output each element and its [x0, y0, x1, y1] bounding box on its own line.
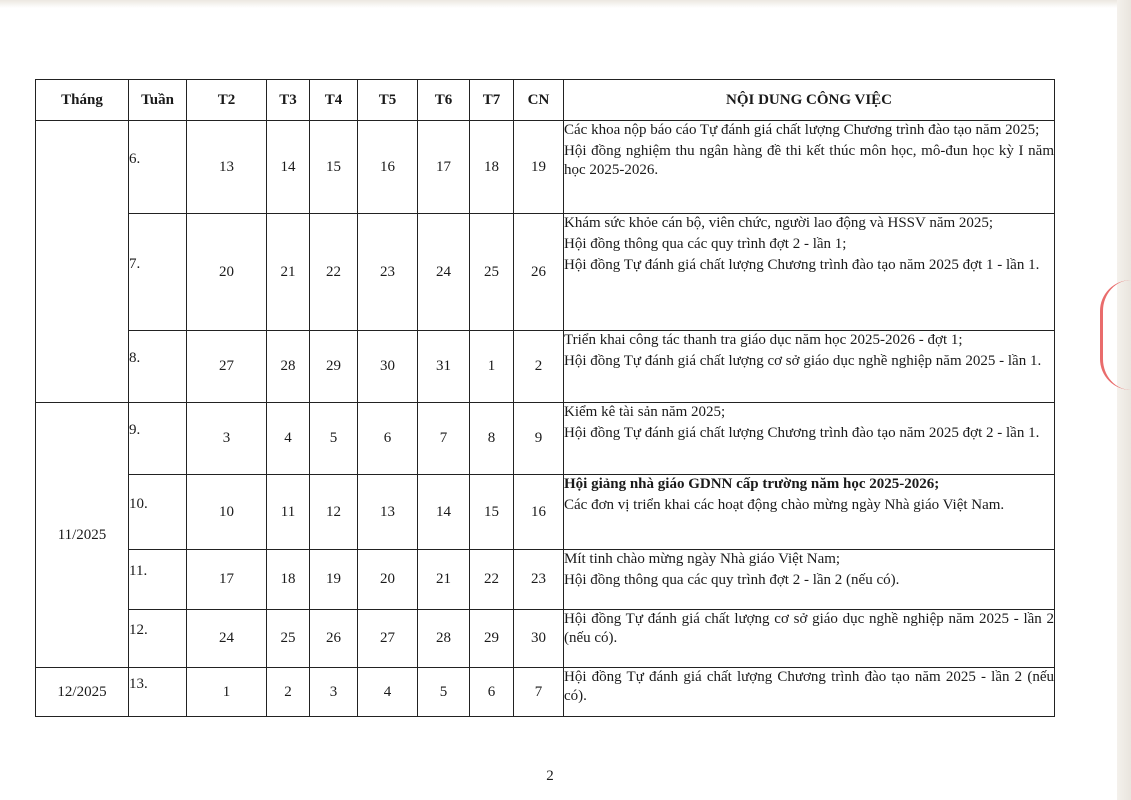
day-cell: 26	[310, 610, 358, 668]
month-cell: 11/2025	[36, 403, 129, 668]
day-cell: 3	[310, 668, 358, 717]
day-cell: 17	[418, 121, 470, 214]
table-row	[36, 550, 1055, 610]
day-cell: 24	[418, 214, 470, 331]
day-cell: 10	[187, 475, 267, 550]
day-cell: 29	[470, 610, 514, 668]
day-cell: 3	[187, 403, 267, 475]
table-row	[36, 121, 1055, 214]
week-cell: 9.	[129, 403, 187, 475]
day-cell: 25	[267, 610, 310, 668]
day-cell: 28	[267, 331, 310, 403]
table-row	[36, 610, 1055, 668]
day-cell: 18	[470, 121, 514, 214]
content-line: Khám sức khỏe cán bộ, viên chức, người lao động và HSSV năm 2025;	[564, 215, 994, 231]
header-t5: T5	[358, 80, 418, 121]
day-cell: 30	[358, 331, 418, 403]
day-cell: 7	[418, 403, 470, 475]
scan-page-edge	[1117, 0, 1131, 800]
day-cell: 13	[187, 121, 267, 214]
day-cell: 2	[267, 668, 310, 717]
day-cell: 20	[358, 550, 418, 610]
day-cell: 19	[514, 121, 564, 214]
week-cell: 10.	[129, 475, 187, 550]
header-t7: T7	[470, 80, 514, 121]
content-line: Triển khai công tác thanh tra giáo dục năm học 2025-2026 - đợt 1;	[564, 332, 963, 348]
content-line: Hội đồng Tự đánh giá chất lượng Chương trình đào tạo năm 2025 - lần 2 (nếu có).	[564, 669, 1054, 704]
table-row	[36, 214, 1055, 331]
content-cell	[564, 403, 1055, 475]
table-row	[36, 331, 1055, 403]
content-line: Các khoa nộp báo cáo Tự đánh giá chất lượng Chương trình đào tạo năm 2025;	[564, 122, 1040, 138]
content-line: Hội đồng Tự đánh giá chất lượng cơ sở giáo dục nghề nghiệp năm 2025 - lần 2 (nếu có).	[564, 611, 1054, 646]
header-t6: T6	[418, 80, 470, 121]
content-line: Hội đồng nghiệm thu ngân hàng đề thi kết thúc môn học, mô-đun học kỳ I năm học 2025-2026.	[564, 143, 1054, 178]
month-cell: 12/2025	[36, 668, 129, 717]
month-cell	[36, 121, 129, 403]
day-cell: 15	[470, 475, 514, 550]
week-cell: 8.	[129, 331, 187, 403]
content-cell	[564, 121, 1055, 214]
day-cell: 18	[267, 550, 310, 610]
content-cell	[564, 668, 1055, 717]
header-content: NỘI DUNG CÔNG VIỆC	[564, 80, 1055, 121]
content-cell	[564, 550, 1055, 610]
day-cell: 21	[267, 214, 310, 331]
day-cell: 21	[418, 550, 470, 610]
week-cell: 12.	[129, 610, 187, 668]
content-line: Mít tinh chào mừng ngày Nhà giáo Việt Nam;	[564, 551, 841, 567]
header-cn: CN	[514, 80, 564, 121]
day-cell: 14	[418, 475, 470, 550]
day-cell: 12	[310, 475, 358, 550]
day-cell: 22	[470, 550, 514, 610]
day-cell: 2	[514, 331, 564, 403]
day-cell: 26	[514, 214, 564, 331]
content-cell	[564, 331, 1055, 403]
day-cell: 16	[358, 121, 418, 214]
header-month: Tháng	[36, 80, 129, 121]
day-cell: 4	[267, 403, 310, 475]
day-cell: 27	[187, 331, 267, 403]
day-cell: 20	[187, 214, 267, 331]
day-cell: 31	[418, 331, 470, 403]
work-schedule-table	[35, 79, 1055, 717]
day-cell: 6	[470, 668, 514, 717]
content-cell	[564, 214, 1055, 331]
day-cell: 27	[358, 610, 418, 668]
header-week: Tuần	[129, 80, 187, 121]
day-cell: 1	[470, 331, 514, 403]
day-cell: 30	[514, 610, 564, 668]
header-t2: T2	[187, 80, 267, 121]
day-cell: 25	[470, 214, 514, 331]
day-cell: 29	[310, 331, 358, 403]
table-row	[36, 475, 1055, 550]
day-cell: 7	[514, 668, 564, 717]
red-stamp-fragment	[1100, 280, 1131, 390]
week-cell: 13.	[129, 668, 187, 717]
day-cell: 16	[514, 475, 564, 550]
content-line: Kiểm kê tài sản năm 2025;	[564, 404, 726, 420]
content-line: Hội đồng thông qua các quy trình đợt 2 - lần 1;	[564, 236, 847, 252]
day-cell: 23	[358, 214, 418, 331]
table-row	[36, 403, 1055, 475]
day-cell: 5	[418, 668, 470, 717]
day-cell: 22	[310, 214, 358, 331]
content-cell	[564, 610, 1055, 668]
header-t4: T4	[310, 80, 358, 121]
day-cell: 9	[514, 403, 564, 475]
day-cell: 14	[267, 121, 310, 214]
content-line: Hội đồng Tự đánh giá chất lượng cơ sở giáo dục nghề nghiệp năm 2025 - lần 1.	[564, 353, 1042, 369]
table-row	[36, 668, 1055, 717]
content-line: Hội đồng thông qua các quy trình đợt 2 - lần 2 (nếu có).	[564, 572, 900, 588]
header-row	[36, 80, 1055, 121]
header-t3: T3	[267, 80, 310, 121]
content-line: Hội đồng Tự đánh giá chất lượng Chương trình đào tạo năm 2025 đợt 1 - lần 1.	[564, 257, 1040, 273]
content-line-bold: Hội giảng nhà giáo GDNN cấp trường năm học 2025-2026;	[564, 476, 940, 492]
content-line: Hội đồng Tự đánh giá chất lượng Chương trình đào tạo năm 2025 đợt 2 - lần 1.	[564, 425, 1040, 441]
day-cell: 1	[187, 668, 267, 717]
day-cell: 17	[187, 550, 267, 610]
day-cell: 6	[358, 403, 418, 475]
day-cell: 15	[310, 121, 358, 214]
content-line: Các đơn vị triển khai các hoạt động chào mừng ngày Nhà giáo Việt Nam.	[564, 497, 1005, 513]
week-cell: 11.	[129, 550, 187, 610]
scan-top-shade	[0, 0, 1131, 8]
day-cell: 24	[187, 610, 267, 668]
day-cell: 4	[358, 668, 418, 717]
day-cell: 5	[310, 403, 358, 475]
week-cell: 6.	[129, 121, 187, 214]
content-cell	[564, 475, 1055, 550]
day-cell: 8	[470, 403, 514, 475]
day-cell: 23	[514, 550, 564, 610]
day-cell: 13	[358, 475, 418, 550]
page-number: 2	[546, 768, 554, 784]
day-cell: 19	[310, 550, 358, 610]
day-cell: 28	[418, 610, 470, 668]
week-cell: 7.	[129, 214, 187, 331]
day-cell: 11	[267, 475, 310, 550]
